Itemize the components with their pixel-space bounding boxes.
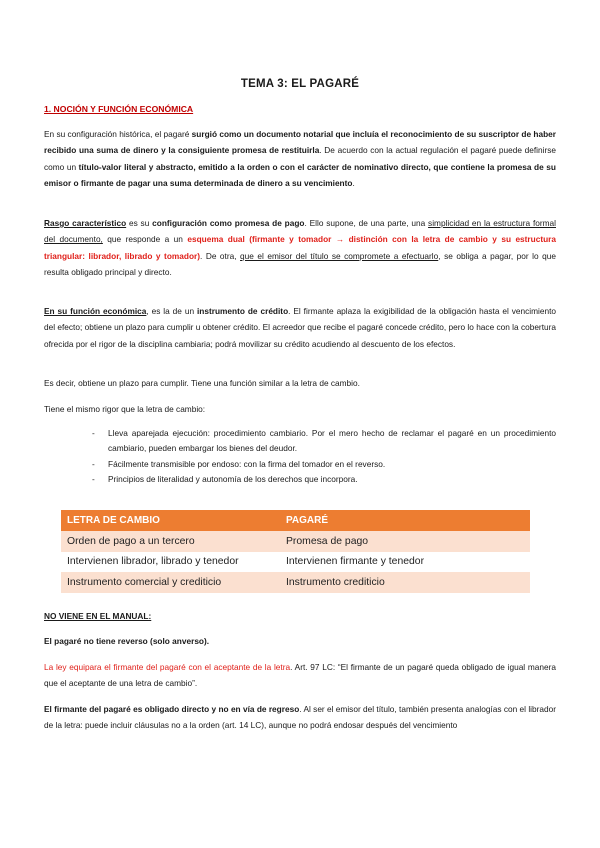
table-row [61, 552, 530, 573]
table-row [61, 572, 530, 593]
text-run: . El firmante aplaza la exigibilidad de la obligación hasta el vencimiento del efecto; obtiene un plazo para cumplir u obtener crédito. El acreedor que recibe el pagaré concede crédito, pero lo hace con la cobertura ofrecida por el rigor de la disciplina cambiaria; podrá movilizar su crédito acudiendo al descuento de los efectos. [44, 306, 557, 349]
table-header-row [61, 510, 530, 531]
bullet-dash: - [92, 474, 95, 485]
text-run-bold-underline: En su función económica [44, 306, 147, 316]
list-item [92, 426, 556, 457]
table-row [61, 531, 530, 552]
table-cell: Promesa de pago [280, 531, 530, 552]
text-run: . [352, 177, 355, 188]
list-item-text: Lleva aparejada ejecución: procedimiento cambiario. Por el mero hecho de reclamar el pagaré en un procedimiento cambiario, pueden embargar los bienes del deudor. [108, 428, 556, 454]
text-run: , es la de un [146, 306, 197, 316]
text-run: . De acuerdo con la actual regulación el pagaré puede definirse como un [44, 145, 556, 172]
text-run-bold-underline: Rasgo característico [44, 218, 127, 228]
paragraph-obligado [44, 701, 556, 734]
table-header-cell: PAGARÉ [280, 510, 530, 531]
text-run-underline: que el emisor del título se compromete a efectuarlo [240, 250, 439, 261]
table-cell: Intervienen librador, librado y tenedor [61, 552, 280, 573]
table-header-cell: LETRA DE CAMBIO [61, 510, 280, 531]
text-run-bold: configuración como promesa de pago [152, 218, 305, 228]
list-item-text: Fácilmente transmisible por endoso: con la firma del tomador en el reverso. [108, 458, 386, 469]
text-run: . Ello supone, de una parte, una [304, 218, 429, 228]
bullet-dash: - [92, 458, 95, 469]
text-run-bold: surgió como un documento notarial que incluía el reconocimiento de su suscriptor de haber recibido una suma de dinero y la consiguiente promesa de restituirla [44, 129, 556, 156]
text-run-bold: El firmante del pagaré es obligado directo y no en vía de regreso [44, 704, 300, 714]
text-run-red: esquema dual (firmante y tomador → distinción con la letra de cambio y su estructura triangular: librador, librado y tomador) [44, 234, 557, 261]
table-cell: Intervienen firmante y tenedor [280, 552, 530, 573]
paragraph-plazo: Es decir, obtiene un plazo para cumplir. Tiene una función similar a la letra de cambio. [44, 378, 360, 388]
paragraph-funcion [44, 303, 556, 352]
table-cell: Instrumento comercial y crediticio [61, 572, 280, 593]
text-run-red: La ley equipara el firmante del pagaré con el aceptante de la letra [44, 662, 291, 672]
paragraph-rigor: Tiene el mismo rigor que la letra de cambio: [44, 404, 206, 414]
text-run: , se obliga a pagar, por lo que resulta obligado principal y directo. [44, 250, 556, 277]
paragraph-reverso: El pagaré no tiene reverso (solo anverso). [44, 636, 210, 646]
paragraph-equipara [44, 659, 556, 692]
table-cell: Orden de pago a un tercero [61, 531, 280, 552]
list-item [92, 457, 556, 472]
bullet-dash: - [92, 428, 95, 438]
bullet-list [92, 426, 556, 488]
paragraph-definition [44, 126, 556, 191]
section-heading: 1. NOCIÓN Y FUNCIÓN ECONÓMICA [44, 104, 194, 114]
comparison-table [61, 510, 530, 593]
text-run: es su [126, 218, 153, 228]
text-run-bold: instrumento de crédito [197, 306, 289, 316]
list-item-text: Principios de literalidad y autonomía de los derechos que incorpora. [108, 474, 358, 485]
text-run: que responde a un [102, 234, 188, 245]
text-run: En su configuración histórica, el pagaré [44, 129, 192, 139]
text-run-underline: simplicidad en la estructura formal del documento, [44, 218, 556, 245]
text-run: . Art. 97 LC: “El firmante de un pagaré queda obligado de igual manera que el aceptante de una letra de cambio”. [44, 662, 556, 689]
paragraph-rasgo [44, 215, 556, 280]
text-run: . De otra, [200, 250, 241, 261]
text-run: . Al ser el emisor del título, también presenta analogías con el librador de la letra: puede incluir cláusulas no a la orden (art. 14 LC), aunque no podrá endosar después del vencimiento [44, 704, 556, 731]
extra-heading: NO VIENE EN EL MANUAL: [44, 611, 152, 621]
page-title: TEMA 3: EL PAGARÉ [240, 78, 360, 90]
text-run-bold: título-valor literal y abstracto, emitido a la orden o con el carácter de nominativo directo, que contiene la promesa de su emisor o firmante de pagar una suma determinada de dinero a su vencimiento [44, 161, 556, 188]
list-item [92, 472, 556, 487]
table-cell: Instrumento crediticio [280, 572, 530, 593]
